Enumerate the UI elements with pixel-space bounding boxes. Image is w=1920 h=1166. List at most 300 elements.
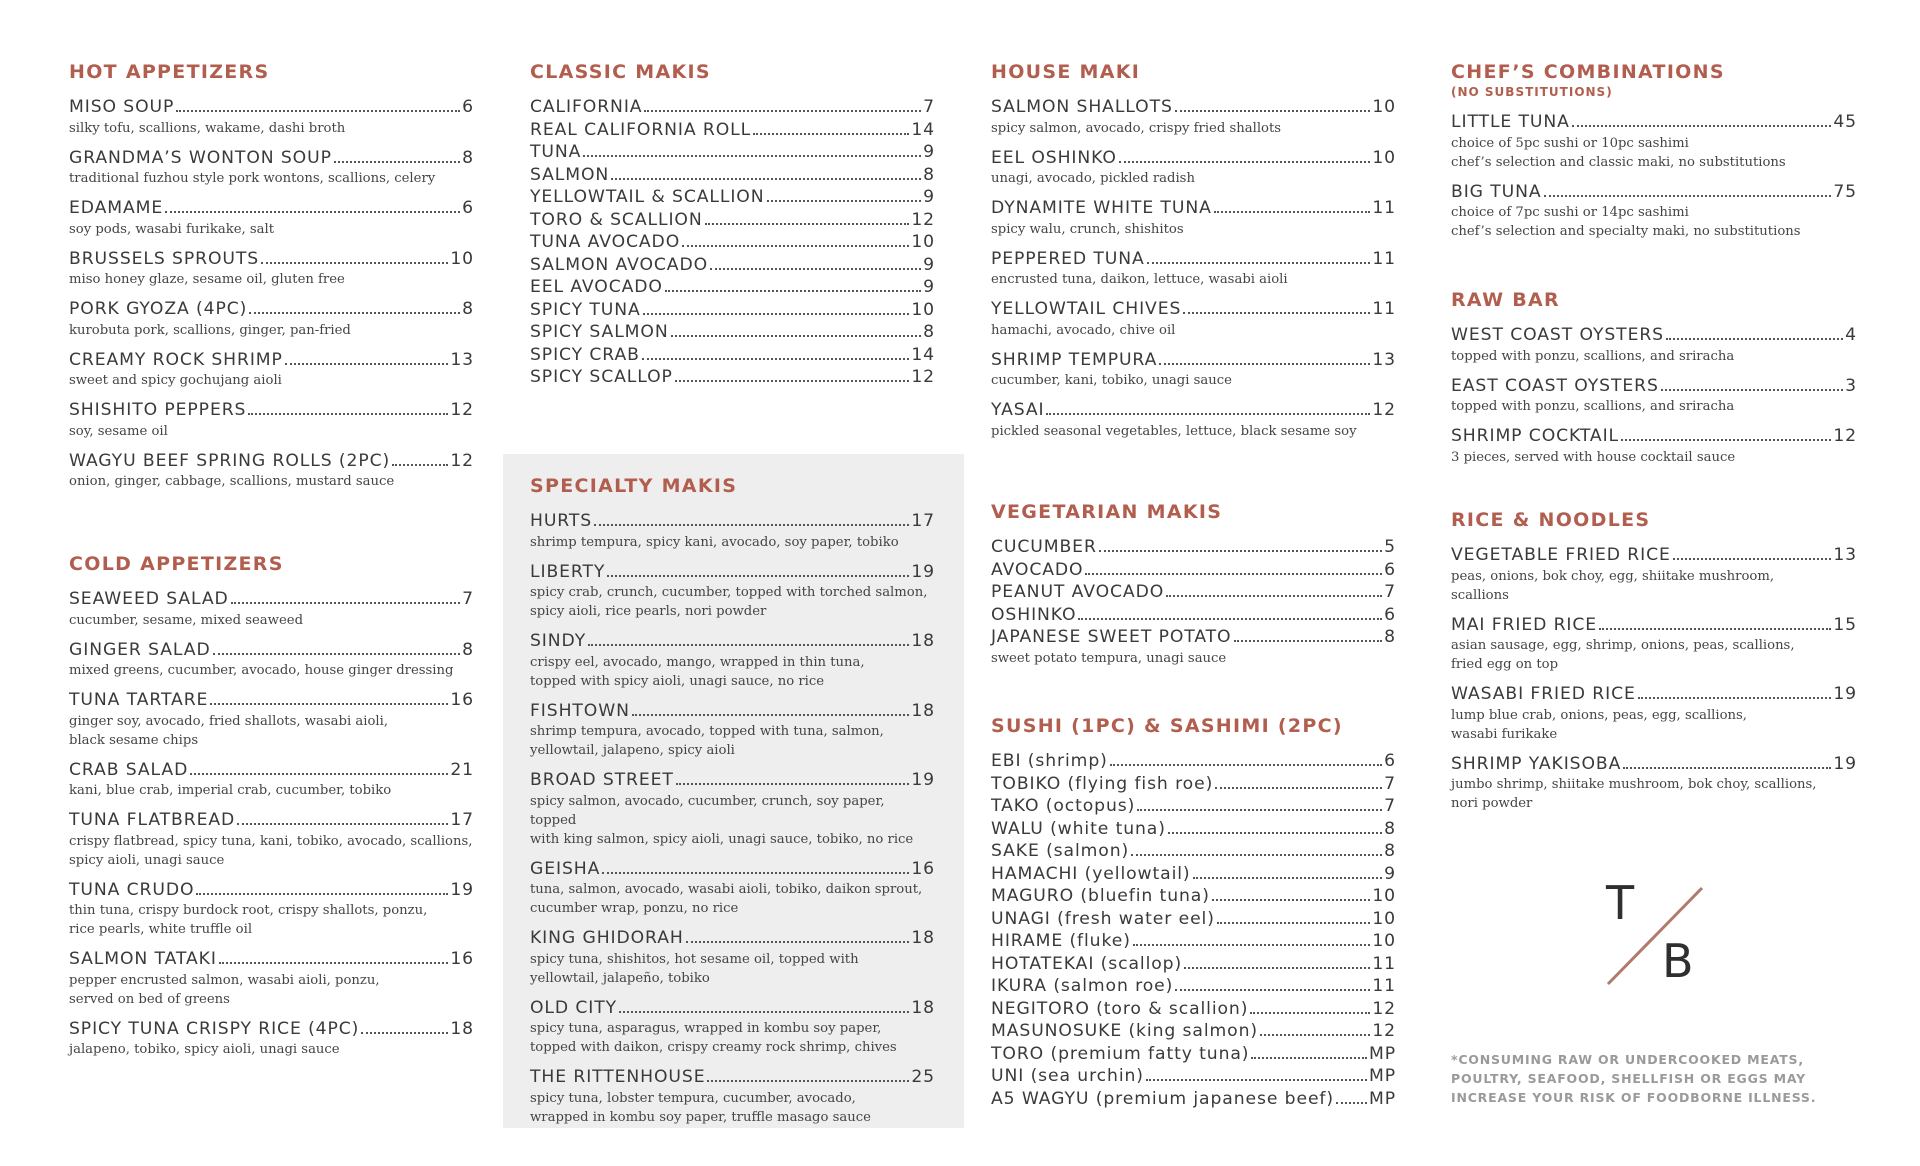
menu-item-row — [69, 639, 474, 662]
menu-item — [530, 141, 935, 164]
item-list — [991, 750, 1396, 1110]
menu-item — [991, 863, 1396, 886]
menu-item-description: nori powder — [1451, 796, 1533, 811]
dot-leader — [1147, 262, 1371, 264]
menu-item-row — [530, 276, 935, 299]
menu-item-description: crispy eel, avocado, mango, wrapped in thin tuna, — [530, 654, 865, 670]
menu-item-name: WASABI FRIED RICE — [1451, 684, 1636, 704]
menu-item-row — [991, 559, 1396, 582]
menu-item — [1451, 111, 1857, 172]
dot-leader — [190, 773, 448, 775]
menu-item-row — [530, 344, 935, 367]
menu-item-price: 3 — [1845, 375, 1857, 396]
menu-item — [69, 147, 474, 189]
dot-leader — [1599, 628, 1831, 630]
menu-item-price: 10 — [1372, 97, 1396, 117]
dot-leader — [1217, 922, 1370, 924]
dot-leader — [588, 644, 909, 646]
menu-item-name: TUNA FLATBREAD — [69, 810, 236, 830]
menu-item-row — [991, 1043, 1396, 1066]
dot-leader — [676, 783, 910, 785]
dot-leader — [1110, 764, 1382, 766]
dot-leader — [261, 262, 448, 264]
menu-item — [1451, 753, 1857, 814]
menu-item-name: SPICY CRAB — [530, 344, 640, 365]
menu-item — [1451, 425, 1857, 467]
menu-item-price: MP — [1369, 1043, 1396, 1064]
menu-item-price: 8 — [462, 299, 474, 319]
menu-item-row — [69, 197, 474, 220]
menu-item-price: 7 — [1384, 773, 1396, 794]
item-list — [1451, 324, 1857, 467]
menu-item-row — [530, 366, 935, 389]
menu-item-price: 17 — [450, 810, 474, 830]
menu-item-name: YELLOWTAIL & SCALLION — [530, 187, 765, 207]
logo-letter-b: B — [1662, 934, 1694, 988]
menu-item-price: 10 — [1372, 886, 1396, 906]
section-cold-appetizers — [69, 552, 474, 1068]
menu-item-description: spicy crab, crunch, cucumber, topped with torched salmon, — [530, 585, 928, 600]
menu-item-name: PEPPERED TUNA — [991, 248, 1145, 269]
menu-item — [991, 197, 1396, 239]
menu-item — [530, 700, 935, 761]
dot-leader — [1166, 595, 1382, 597]
menu-item-row — [991, 581, 1396, 604]
dot-leader — [644, 110, 921, 112]
menu-item-row — [530, 119, 935, 142]
menu-item — [530, 96, 935, 119]
menu-item-price: 12 — [911, 209, 935, 230]
section-title: SPECIALTY MAKIS — [530, 475, 738, 497]
dot-leader — [1572, 125, 1831, 127]
menu-item-name: SPICY SCALLOP — [530, 367, 673, 387]
menu-item-row — [530, 254, 935, 277]
dot-leader — [1085, 573, 1382, 575]
menu-item-row — [530, 321, 935, 344]
menu-item-price: 14 — [911, 344, 935, 365]
menu-item-row — [530, 231, 935, 254]
menu-item-row — [1451, 753, 1857, 776]
menu-item-row — [1451, 181, 1857, 204]
menu-item-name: YELLOWTAIL CHIVES — [991, 299, 1182, 319]
menu-item — [991, 399, 1396, 441]
menu-item-description: spicy salmon, avocado, crispy fried shallots — [991, 120, 1282, 136]
menu-item — [991, 559, 1396, 582]
menu-item — [530, 344, 935, 367]
menu-item-description: mixed greens, cucumber, avocado, house ginger dressing — [69, 663, 454, 678]
dot-leader — [671, 335, 922, 337]
menu-item-row — [991, 536, 1396, 559]
menu-item-price: 10 — [911, 299, 935, 320]
dot-leader — [632, 714, 909, 716]
menu-item-name: REAL CALIFORNIA ROLL — [530, 119, 752, 140]
menu-item — [991, 795, 1396, 818]
menu-item-price: 16 — [911, 858, 935, 879]
dot-leader — [210, 703, 448, 705]
dot-leader — [1661, 389, 1843, 391]
menu-item-name: LIBERTY — [530, 561, 606, 582]
logo-letter-t: T — [1606, 876, 1635, 930]
menu-item-name: OLD CITY — [530, 997, 618, 1018]
dot-leader — [1250, 1012, 1370, 1014]
dot-leader — [665, 290, 921, 292]
dot-leader — [1544, 195, 1832, 197]
menu-item — [1451, 324, 1857, 366]
menu-item-price: 15 — [1833, 614, 1857, 635]
menu-item — [530, 927, 935, 988]
menu-item-row — [1451, 324, 1857, 347]
menu-item-row — [530, 186, 935, 209]
menu-item — [991, 818, 1396, 841]
menu-item-name: BROAD STREET — [530, 770, 674, 790]
menu-item-row — [991, 998, 1396, 1021]
menu-item — [69, 450, 474, 492]
menu-item-row — [69, 298, 474, 321]
menu-item-row — [1451, 614, 1857, 637]
dot-leader — [231, 602, 461, 604]
section-title: COLD APPETIZERS — [69, 553, 284, 575]
menu-item-name: EAST COAST OYSTERS — [1451, 375, 1659, 396]
menu-item-price: 12 — [450, 450, 474, 471]
menu-item — [991, 908, 1396, 931]
dot-leader — [1175, 110, 1371, 112]
dot-leader — [611, 178, 921, 180]
dot-leader — [1193, 877, 1383, 879]
menu-item-name: SINDY — [530, 631, 587, 651]
dot-leader — [1183, 312, 1370, 314]
menu-item-description: spicy walu, crunch, shishitos — [991, 221, 1184, 237]
menu-item-row — [991, 1020, 1396, 1043]
menu-item-name: SPICY SALMON — [530, 322, 669, 342]
menu-item-row — [69, 809, 474, 832]
menu-item — [1451, 614, 1857, 675]
menu-item-row — [991, 750, 1396, 773]
menu-item — [530, 299, 935, 322]
menu-item-price: 11 — [1372, 198, 1396, 218]
menu-item-name: KING GHIDORAH — [530, 928, 684, 948]
dot-leader — [619, 1011, 909, 1013]
menu-item — [530, 186, 935, 209]
menu-item-row — [991, 1065, 1396, 1088]
menu-item — [1451, 544, 1857, 605]
menu-item — [69, 96, 474, 138]
menu-item-name: GEISHA — [530, 858, 601, 879]
menu-item-price: 13 — [450, 349, 474, 370]
menu-item-description: topped with daikon, crispy creamy rock shrimp, chives — [530, 1040, 897, 1055]
dot-leader — [710, 268, 921, 270]
menu-item-name: THE RITTENHOUSE — [530, 1067, 706, 1087]
menu-item-row — [991, 795, 1396, 818]
dot-leader — [1078, 618, 1382, 620]
menu-item-price: 18 — [911, 997, 935, 1018]
item-list — [69, 588, 474, 1059]
menu-item-description: thin tuna, crispy burdock root, crispy shallots, ponzu, — [69, 903, 428, 918]
menu-item-name: TORO & SCALLION — [530, 209, 703, 230]
menu-item-row — [530, 700, 935, 723]
menu-item-row — [530, 630, 935, 653]
menu-item — [69, 588, 474, 630]
dot-leader — [602, 872, 909, 874]
menu-item-price: 18 — [450, 1018, 474, 1039]
menu-item-description: yellowtail, jalapeno, spicy aioli — [530, 743, 735, 758]
menu-item — [991, 248, 1396, 290]
menu-item — [530, 630, 935, 691]
section-house-maki — [991, 60, 1396, 450]
section-title: RAW BAR — [1451, 289, 1560, 311]
dot-leader — [1159, 363, 1370, 365]
menu-item-description: cucumber, sesame, mixed seaweed — [69, 612, 304, 628]
menu-item-row — [69, 1018, 474, 1041]
menu-item-name: CUCUMBER — [991, 537, 1097, 557]
menu-item-row — [530, 209, 935, 232]
menu-item-row — [1451, 111, 1857, 134]
menu-item-description: topped with ponzu, scallions, and sriracha — [1451, 399, 1735, 414]
menu-item-name: WALU (white tuna) — [991, 818, 1166, 839]
menu-item-description: crispy flatbread, spicy tuna, kani, tobiko, avocado, scallions, — [69, 833, 473, 849]
dot-leader — [1666, 338, 1843, 340]
dot-leader — [237, 823, 448, 825]
section-raw-bar — [1451, 288, 1857, 476]
menu-item — [530, 769, 935, 849]
menu-item-description: unagi, avocado, pickled radish — [991, 171, 1195, 186]
menu-item-price: 8 — [462, 147, 474, 168]
tb-logo — [1598, 876, 1718, 1000]
menu-item-name: MAGURO (bluefin tuna) — [991, 886, 1210, 906]
menu-item-name: SHISHITO PEPPERS — [69, 400, 247, 420]
menu-item — [69, 248, 474, 290]
menu-item-name: TUNA TARTARE — [69, 690, 209, 710]
menu-item-name: DYNAMITE WHITE TUNA — [991, 198, 1212, 218]
dot-leader — [1146, 1079, 1367, 1081]
menu-item — [1451, 181, 1857, 242]
menu-item-name: TUNA — [530, 142, 582, 162]
menu-item — [69, 639, 474, 681]
menu-item-price: 9 — [923, 142, 935, 162]
dot-leader — [1215, 787, 1382, 789]
menu-item-description: fried egg on top — [1451, 657, 1559, 672]
menu-item-price: 12 — [1833, 426, 1857, 446]
menu-item — [991, 975, 1396, 998]
menu-item-description: shrimp tempura, spicy kani, avocado, soy paper, tobiko — [530, 534, 899, 550]
menu-item-price: 19 — [911, 770, 935, 790]
dot-leader — [682, 245, 909, 247]
menu-item — [69, 197, 474, 239]
menu-item-price: 8 — [1384, 627, 1396, 647]
menu-item-description: spicy tuna, shishitos, hot sesame oil, topped with — [530, 951, 859, 967]
section-title: RICE & NOODLES — [1451, 509, 1651, 531]
item-list — [991, 536, 1396, 668]
menu-item-name: UNI (sea urchin) — [991, 1066, 1144, 1086]
dot-leader — [196, 893, 448, 895]
menu-item-description: chef’s selection and specialty maki, no substitutions — [1451, 224, 1801, 239]
item-list — [530, 96, 935, 389]
menu-item-price: 12 — [1372, 998, 1396, 1019]
menu-item — [991, 96, 1396, 138]
dot-leader — [1175, 989, 1370, 991]
item-list — [991, 96, 1396, 441]
dot-leader — [1131, 854, 1382, 856]
menu-item-name: TOBIKO (flying fish roe) — [991, 773, 1214, 794]
menu-item-description: hamachi, avocado, chive oil — [991, 322, 1176, 338]
menu-item-name: EBI (shrimp) — [991, 751, 1108, 771]
menu-item-row — [530, 561, 935, 584]
menu-item — [69, 759, 474, 801]
menu-item-price: 10 — [1372, 931, 1396, 951]
menu-item-description: jumbo shrimp, shiitake mushroom, bok choy, scallions, — [1451, 777, 1817, 792]
menu-item-name: SAKE (salmon) — [991, 841, 1130, 861]
menu-item-price: 14 — [911, 119, 935, 140]
menu-item-row — [1451, 683, 1857, 706]
menu-item-name: CREAMY ROCK SHRIMP — [69, 349, 283, 370]
section-hot-appetizers — [69, 60, 474, 500]
section-title: CLASSIC MAKIS — [530, 61, 711, 83]
menu-item-price: 7 — [1384, 582, 1396, 602]
menu-item-row — [69, 248, 474, 271]
menu-item-price: 18 — [911, 928, 935, 948]
dot-leader — [1168, 832, 1382, 834]
menu-item-price: 11 — [1372, 299, 1396, 319]
menu-item-name: LITTLE TUNA — [1451, 112, 1570, 132]
section-specialty-makis — [530, 474, 935, 1136]
menu-item — [69, 689, 474, 750]
menu-item-row — [69, 689, 474, 712]
menu-item — [991, 840, 1396, 863]
menu-item-price: 6 — [1384, 604, 1396, 625]
dot-leader — [675, 380, 910, 382]
dot-leader — [285, 363, 449, 365]
dot-leader — [705, 223, 910, 225]
dot-leader — [643, 313, 910, 315]
menu-item-name: YASAI — [991, 400, 1045, 420]
menu-item-row — [530, 1066, 935, 1089]
menu-item — [69, 399, 474, 441]
section-title: HOT APPETIZERS — [69, 61, 270, 83]
section-rice-noodles — [1451, 508, 1857, 822]
menu-item — [530, 231, 935, 254]
menu-item-name: NEGITORO (toro & scallion) — [991, 998, 1249, 1019]
menu-item-name: MASUNOSUKE (king salmon) — [991, 1021, 1258, 1041]
menu-item-description: spicy tuna, asparagus, wrapped in kombu soy paper, — [530, 1021, 882, 1036]
menu-item-row — [1451, 375, 1857, 398]
menu-item — [530, 321, 935, 344]
menu-item-row — [991, 773, 1396, 796]
menu-item — [991, 298, 1396, 340]
menu-item-name: BRUSSELS SPROUTS — [69, 248, 260, 269]
menu-item-name: SALMON TATAKI — [69, 949, 217, 969]
menu-item-price: 6 — [1384, 559, 1396, 580]
dot-leader — [213, 653, 461, 655]
menu-item-name: CALIFORNIA — [530, 97, 643, 117]
menu-item — [530, 510, 935, 552]
menu-item-name: PORK GYOZA (4PC) — [69, 299, 248, 319]
menu-item-name: SEAWEED SALAD — [69, 589, 229, 609]
menu-item-price: 13 — [1833, 545, 1857, 565]
menu-item — [991, 953, 1396, 976]
menu-item-name: GINGER SALAD — [69, 639, 211, 660]
menu-item-name: JAPANESE SWEET POTATO — [991, 627, 1232, 647]
menu-item-price: 7 — [923, 97, 935, 117]
menu-item-price: 9 — [923, 254, 935, 275]
dot-leader — [767, 200, 922, 202]
menu-item-price: 4 — [1845, 325, 1857, 345]
menu-item-price: 19 — [911, 561, 935, 582]
menu-item-row — [991, 908, 1396, 931]
menu-item — [530, 164, 935, 187]
menu-item-row — [991, 885, 1396, 908]
menu-item-row — [530, 164, 935, 187]
menu-item-description: pickled seasonal vegetables, lettuce, black sesame soy — [991, 423, 1357, 439]
menu-item-description: kani, blue crab, imperial crab, cucumber, tobiko — [69, 783, 392, 798]
section-title: SUSHI (1PC) & SASHIMI (2PC) — [991, 715, 1343, 737]
dot-leader — [1212, 899, 1371, 901]
dot-leader — [1673, 558, 1832, 560]
menu-item-name: MISO SOUP — [69, 97, 175, 117]
menu-item-description: soy, sesame oil — [69, 423, 168, 439]
menu-item-price: 12 — [1372, 400, 1396, 420]
menu-item-name: SPICY TUNA — [530, 299, 641, 320]
menu-item-price: 12 — [450, 400, 474, 420]
menu-item-description: spicy aioli, rice pearls, nori powder — [530, 604, 767, 619]
menu-item-price: 8 — [923, 164, 935, 185]
menu-item-name: BIG TUNA — [1451, 181, 1542, 202]
menu-item-price: 10 — [1372, 908, 1396, 929]
menu-item — [69, 298, 474, 340]
menu-item-row — [991, 399, 1396, 422]
menu-item-description: served on bed of greens — [69, 991, 230, 1007]
menu-item — [991, 604, 1396, 627]
menu-item-price: 10 — [1372, 147, 1396, 168]
menu-item-name: EDAMAME — [69, 198, 164, 218]
menu-item-name: TUNA AVOCADO — [530, 232, 681, 252]
menu-item-price: 9 — [923, 277, 935, 297]
menu-item-row — [1451, 544, 1857, 567]
menu-item-description: miso honey glaze, sesame oil, gluten free — [69, 272, 345, 287]
menu-item-description: rice pearls, white truffle oil — [69, 922, 253, 937]
dot-leader — [392, 464, 448, 466]
dot-leader — [1336, 1102, 1367, 1104]
menu-item-row — [991, 818, 1396, 841]
menu-item — [530, 1066, 935, 1127]
menu-item-row — [69, 399, 474, 422]
menu-item-price: 75 — [1833, 181, 1857, 202]
menu-item-description: lump blue crab, onions, peas, egg, scallions, — [1451, 707, 1748, 723]
menu-item-price: 8 — [1384, 841, 1396, 861]
menu-item-price: 8 — [1384, 818, 1396, 839]
menu-item — [991, 773, 1396, 796]
menu-item-price: 18 — [911, 700, 935, 721]
menu-item — [991, 1065, 1396, 1088]
menu-item-row — [991, 604, 1396, 627]
menu-item-row — [530, 927, 935, 950]
menu-item-name: TAKO (octopus) — [991, 796, 1136, 816]
menu-item-row — [69, 147, 474, 170]
menu-item — [69, 1018, 474, 1060]
menu-item-price: 9 — [1384, 863, 1396, 884]
menu-item-row — [69, 588, 474, 611]
menu-item-price: MP — [1369, 1088, 1396, 1109]
menu-item-price: 16 — [450, 949, 474, 969]
menu-item-description: topped with spicy aioli, unagi sauce, no rice — [530, 673, 825, 689]
menu-item-price: 7 — [1384, 796, 1396, 816]
menu-item — [1451, 683, 1857, 744]
menu-item-description: spicy tuna, lobster tempura, cucumber, avocado, — [530, 1090, 856, 1106]
menu-item — [530, 119, 935, 142]
item-list — [1451, 544, 1857, 813]
menu-item-name: CRAB SALAD — [69, 759, 189, 780]
section-vegetarian-makis — [991, 500, 1396, 668]
menu-item-price: 10 — [911, 232, 935, 252]
menu-item-row — [1451, 425, 1857, 448]
